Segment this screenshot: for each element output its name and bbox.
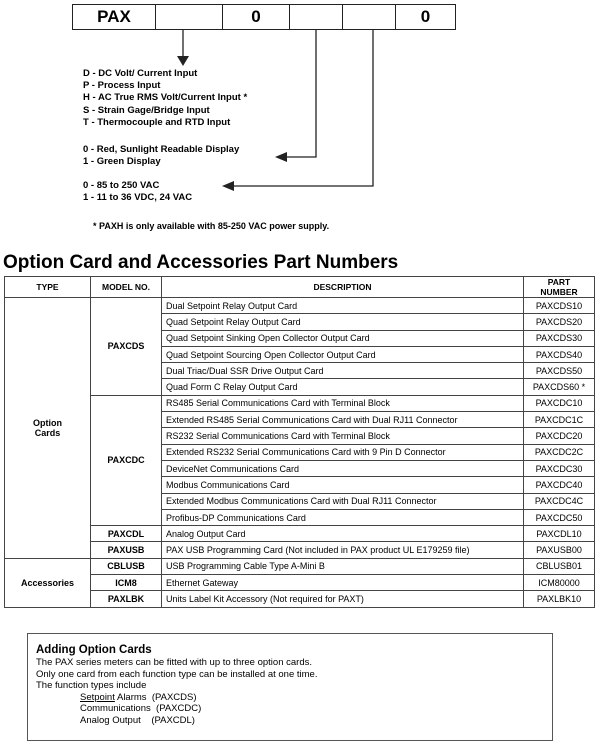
header-type: TYPE [5,277,91,298]
part-number-box-6: 0 [396,4,456,30]
row-part-number: PAXLBK10 [524,591,595,607]
row-part-number: PAXCDS50 [524,363,595,379]
row-part-number: PAXCDS40 [524,346,595,362]
type-accessories: Accessories [5,558,91,607]
adding-option-cards-box [27,633,553,741]
model-cblusb: CBLUSB [91,558,162,574]
row-part-number: PAXCDC30 [524,460,595,476]
model-paxcds: PAXCDS [91,298,162,396]
table-row [5,575,595,591]
row-part-number: PAXCDS10 [524,298,595,314]
option-card-table [4,276,595,608]
power-arrow-head [222,181,234,191]
row-part-number: PAXCDC20 [524,428,595,444]
part-number-prefix: PAX [97,7,131,26]
row-part-number: PAXUSB00 [524,542,595,558]
row-description: Quad Setpoint Sourcing Open Collector Output Card [162,346,524,362]
display-arrow-head [275,152,287,162]
section-title: Option Card and Accessories Part Numbers [3,252,399,273]
row-part-number: PAXCDC1C [524,412,595,428]
table-row [5,526,595,542]
row-part-number: PAXCDC4C [524,493,595,509]
function-type-communications: Communications (PAXCDC) [80,703,202,715]
paxh-footnote: * PAXH is only available with 85-250 VAC power supply. [93,221,330,231]
info-line: Only one card from each function type can be installed at one time. [36,668,318,680]
row-part-number: ICM80000 [524,575,595,591]
row-part-number: PAXCDS30 [524,330,595,346]
row-description: Quad Form C Relay Output Card [162,379,524,395]
part-number-box-3: 0 [223,4,290,30]
table-header-row [5,277,595,298]
row-description: Extended Modbus Communications Card with Dual RJ11 Connector [162,493,524,509]
row-description: Units Label Kit Accessory (Not required for PAXT) [162,591,524,607]
row-description: Extended RS232 Serial Communications Card with 9 Pin D Connector [162,444,524,460]
table-row [5,558,595,574]
table-row [5,395,595,411]
table-row [5,298,595,314]
row-description: Dual Triac/Dual SSR Drive Output Card [162,363,524,379]
header-description: DESCRIPTION [162,277,524,298]
model-paxcdc: PAXCDC [91,395,162,525]
row-description: DeviceNet Communications Card [162,460,524,476]
row-description: Quad Setpoint Sinking Open Collector Output Card [162,330,524,346]
row-description: Quad Setpoint Relay Output Card [162,314,524,330]
row-part-number: PAXCDS20 [524,314,595,330]
info-box-title: Adding Option Cards [36,644,152,656]
row-part-number: PAXCDC2C [524,444,595,460]
power-arrow-line [232,30,373,186]
model-paxlbk: PAXLBK [91,591,162,607]
row-description: USB Programming Cable Type A-Mini B [162,558,524,574]
row-part-number: PAXCDS60 * [524,379,595,395]
power-code-list: 0 - 85 to 250 VAC 1 - 11 to 36 VDC, 24 VAC [83,180,193,204]
header-model: MODEL NO. [91,277,162,298]
info-line: The function types include [36,680,147,692]
table-row [5,542,595,558]
model-paxcdl: PAXCDL [91,526,162,542]
row-description: Extended RS485 Serial Communications Card with Dual RJ11 Connector [162,412,524,428]
input-code-list: D - DC Volt/ Current Input P - Process Input H - AC True RMS Volt/Current Input * S - Strain Gage/Bridge Input T - Thermocouple and RTD Input [83,68,248,128]
info-line: The PAX series meters can be fitted with up to three option cards. [36,657,312,668]
input-arrow-head [177,56,189,66]
row-description: Ethernet Gateway [162,575,524,591]
function-type-name: Setpoint [80,691,115,703]
display-arrow-line [285,30,316,157]
row-description: PAX USB Programming Card (Not included in PAX product UL E179259 file) [162,542,524,558]
type-option-cards: Option Cards [5,298,91,559]
table-row [5,591,595,607]
row-description: Profibus-DP Communications Card [162,509,524,525]
row-part-number: PAXCDC50 [524,509,595,525]
function-type-setpoint: Setpoint Alarms (PAXCDS) [80,691,197,703]
row-description: Dual Setpoint Relay Output Card [162,298,524,314]
row-description: Modbus Communications Card [162,477,524,493]
row-part-number: PAXCDL10 [524,526,595,542]
row-part-number: PAXCDC40 [524,477,595,493]
model-icm8: ICM8 [91,575,162,591]
row-description: RS232 Serial Communications Card with Terminal Block [162,428,524,444]
row-description: Analog Output Card [162,526,524,542]
row-description: RS485 Serial Communications Card with Terminal Block [162,395,524,411]
function-type-analog: Analog Output (PAXCDL) [80,714,195,726]
row-part-number: PAXCDC10 [524,395,595,411]
display-code-list: 0 - Red, Sunlight Readable Display 1 - Green Display [83,144,240,168]
row-part-number: CBLUSB01 [524,558,595,574]
header-part-number: PART NUMBER [524,277,595,298]
model-paxusb: PAXUSB [91,542,162,558]
